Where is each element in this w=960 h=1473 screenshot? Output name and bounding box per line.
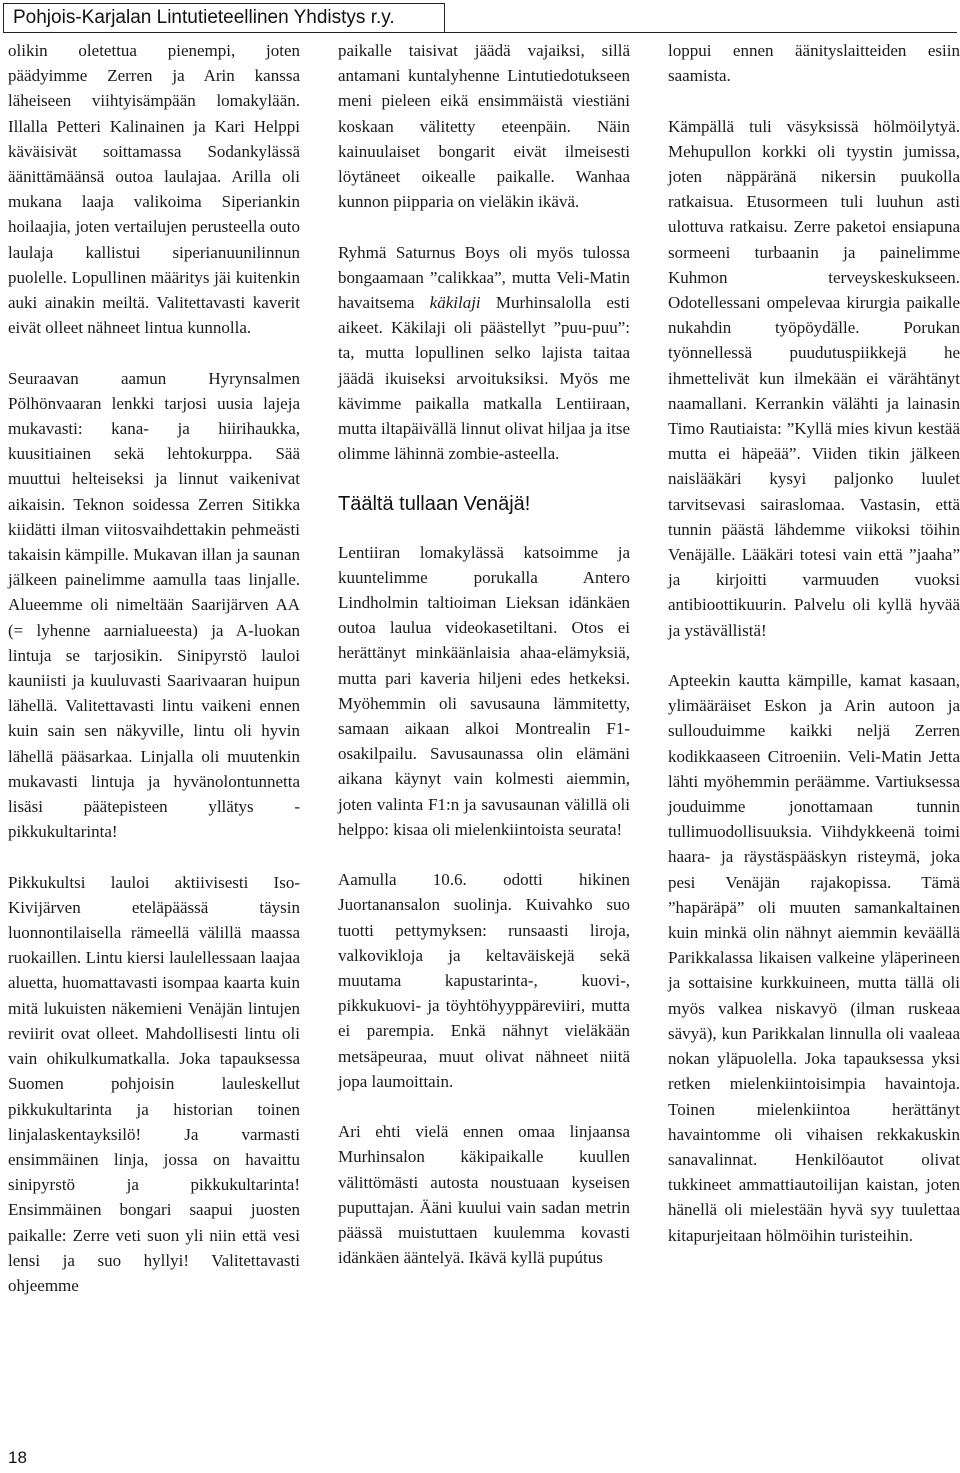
column3-paragraph-1: loppui ennen äänityslaitteiden esiin saamista. [668, 41, 960, 86]
section-subheading: Täältä tullaan Venäjä! [338, 492, 531, 515]
column3-paragraph-3: Apteekin kautta kämpille, kamat kasaan, ylimääräiset Eskon ja Arin autoon ja sullouduimme kaikki neljä Zerren kodikkaaseen Citroeniin. Veli-Matin Jetta lähti myöhemmin peräämme. Vartiuksessa jouduimme jonottamaan tunnin tullimuodollisuuksia. Viihdykkeenä toimi haara- ja räystäspääskyn risteymä, joka pesi Venäjän rajakopissa. Tämä ”hapäräpä” oli muuten samankaltainen kuin minkä olin nähnyt aiemmin keväällä Parikkalassa likaisen valkeine yläperineen ja sottaisine kurkkuineen, mutta tällä oli myös valkea niskavyö (ilman ruskeaa sävyä), kun Parikkalan linnulla oli vaaleaa nokan yläpuolella. Joka tapauksessa yksi retken mielenkiintoisimpia havaintoja. Toinen mielenkiintoa herättänyt havaintomme oli vihaisen rekkakuskin sanavalinnat. Henkilöautot olivat tukkineet ammattiautoilijan kaistan, joten hänellä oli mielestään hyvä syy tuulettaa kitapurjeitaan hölmöihin turisteihin. [668, 671, 960, 1245]
column2-paragraph-3: Lentiiran lomakylässä katsoimme ja kuuntelimme porukalla Antero Lindholmin taltioiman Lieksan idänkäen outoa laulua videokasetiltani. Otos ei herättänyt minkäänlaisia ahaa-elämyksiä, mutta pari kaveria hiljeni edes hetkeksi. Myöhemmin oli savusauna lämmitetty, samaan aikaan alkoi Montrealin F1-osakilpailu. Savusaunassa olin elämäni aikana käynyt vain kolmesti aiemmin, joten valinta F1:n ja savusaunan välillä oli helppo: kisaa oli mielenkiintoista seurata! [338, 542, 630, 839]
column2-paragraph-5: Ari ehti vielä ennen omaa linjaansa Murhinsalon käkipaikalle kuullen välittömästi autosta noustuaan kyseisen puputtajan. Ääni kuului vain sadan metrin päässä muistuttaen kuulemma kovasti idänkäen ääntelyä. Ikävä kyllä pupútus [338, 1122, 630, 1268]
column1-paragraph-2: Seuraavan aamun Hyrynsalmen Pölhönvaaran lenkki tarjosi uusia lajeja mukavasti: kana- ja hiirihaukka, kuusitiainen sekä lehtokurppa. Sää muuttui helteiseksi ja linnut vaikenivat aikaisin. Teknon soidessa Zerren Sitikka kiidätti ilman viitosvaihdettakin pehmeästi takaisin kämpille. Mukavan illan ja saunan jälkeen painelimme aamulla taas linjalle. Alueemme oli nimeltään Saarijärven AA (= lyhenne aarnialueesta) ja A-luokan lintuja se tarjosikin. Sinipyrstö lauloi kauniisti ja kuuluvasti Saarivaaran huipun lähellä. Valitettavasti lintu vaikeni ennen kuin sain sen näkyville, lintu oli hyvin lähellä pääsarkaa. Linjalla oli muutenkin mukavasti lintuja ja hyvänolontunnetta lisäsi päätepisteen yllätys - pikkukultarinta! [8, 368, 300, 842]
column3-paragraph-2: Kämpällä tuli väsyksissä hölmöilytyä. Mehupullon korkki oli tyystin jumissa, joten näppäränä nikersin puukolla ratkaisua. Etusormeen tuli luuhun asti ulottuva ratkaisu. Zerre paketoi ensiapuna sormeeni turbaanin ja painelimme Kuhmon terveyskeskukseen. Odotellessani ompelevaa kirurgia paikalle nukahdin työpöydälle. Porukan työnnellessä puudutuspiikkejä he ihmettelivät kun ilmekään ei värähtänyt naamallani. Kerrankin välähti ja lainasin Timo Rautiaista: ”Kyllä mies kivun kestää mutta ei häpeää”. Viiden tikin jälkeen naislääkäri kysyi paljonko luulet tarvitsevasi sairaslomaa. Vastasin, että tunnin päästä lähdemme viikoksi töihin Venäjälle. Lääkäri totesi vain että ”jaaha” ja kirjoitti varmuuden vuoksi antibioottikuurin. Palvelu oli kyllä hyvää ja ystävällistä! [668, 116, 960, 640]
article-column-1 [8, 38, 300, 1298]
column2-italic-term: käkilaji [429, 293, 481, 313]
column2-paragraph-4: Aamulla 10.6. odotti hikinen Juortanansalon suolinja. Kuivahko suo tuotti pettymyksen: runsaasti liroja, valkovikloja ja keltaväiskejä sekä muutama kapustarinta-, kuovi-, pikkukuovi- ja töyhtöhyyppäreviiri, mutta ei parempia. Enkä nähnyt vieläkään metsäpeuraa, muut olivat nähneet niitä jopa laumoittain. [338, 870, 630, 1091]
column1-paragraph-1: olikin oletettua pienempi, joten päädyimme Zerren ja Arin kanssa läheiseen viihtyisämpään lomakylään. Illalla Petteri Kalinainen ja Kari Helppi käväisivät soittamassa Sodankylässä äänittämäänsä outoa laulajaa. Arilla oli mukana laaja valikoima Siperiankin hoilaajia, joten vertailujen perusteella outo laulaja kallistui siperianuunilinnun puolelle. Lopullinen määritys jäi kuitenkin auki ainakin meiltä. Valitettavasti kaverit eivät olleet nähneet lintua kunnolla. [8, 41, 300, 338]
column2-paragraph-1: paikalle taisivat jäädä vajaiksi, sillä antamani kuntalyhenne Lintutiedotukseen meni pieleen eikä ensimmäistä viestiäni koskaan välitetty eteenpäin. Näin kainuulaiset bongarit eivät ilmeisesti löytäneet oikealle paikalle. Wanhaa kunnon piipparia on vieläkin ikävä. [338, 41, 630, 212]
column2-paragraph-2-part-a: Ryhmä Saturnus Boys oli myös tulossa bongaamaan ”calikkaa”, mutta Veli-Matin havaitsema [338, 242, 630, 313]
article-column-3 [668, 38, 960, 1248]
page-header-title: Pohjois-Karjalan Lintutieteellinen Yhdistys r.y. [3, 3, 445, 33]
header-divider [3, 32, 957, 33]
column1-paragraph-3: Pikkukultsi lauloi aktiivisesti Iso-Kivijärven eteläpäässä täysin luonnontilaisella rämeellä välillä maassa ruokaillen. Lintu kiersi laulellessaan laajaa aluetta, huomattavasti isompaa kaarta kuin mitä lukuisten näkemieni Venäjän lintujen reviirit ovat olleet. Mahdollisesti lintu oli vain ohikulkumatkalla. Joka tapauksessa Suomen pohjoisin lauleskellut pikkukultarinta ja historian toinen linjalaskentayksilö! Ja varmasti ensimmäinen linja, jossa on havaittu sinipyrstö ja pikkukultarinta! Ensimmäinen bongari saapui juosten paikalle: Zerre veti suon yli niin että vesi lensi ja suo hyllyi! Valitettavasti ohjeemme [8, 872, 300, 1295]
article-column-2 [338, 38, 630, 1270]
page-number: 18 [8, 1448, 27, 1467]
column2-paragraph-2 [338, 240, 630, 467]
column2-paragraph-2-part-b: Murhinsalolla esti aikeet. Käkilaji oli päästellyt ”puu-puu”: ta, mutta lopullinen selko lajista taitaa jäädä ikuiseksi arvoituksiksi. Myös me kävimme paikalla matkalla Lentiiraan, mutta iltapäivällä linnut olivat hiljaa ja itse olimme lähinnä zombie-asteella. [338, 293, 630, 464]
